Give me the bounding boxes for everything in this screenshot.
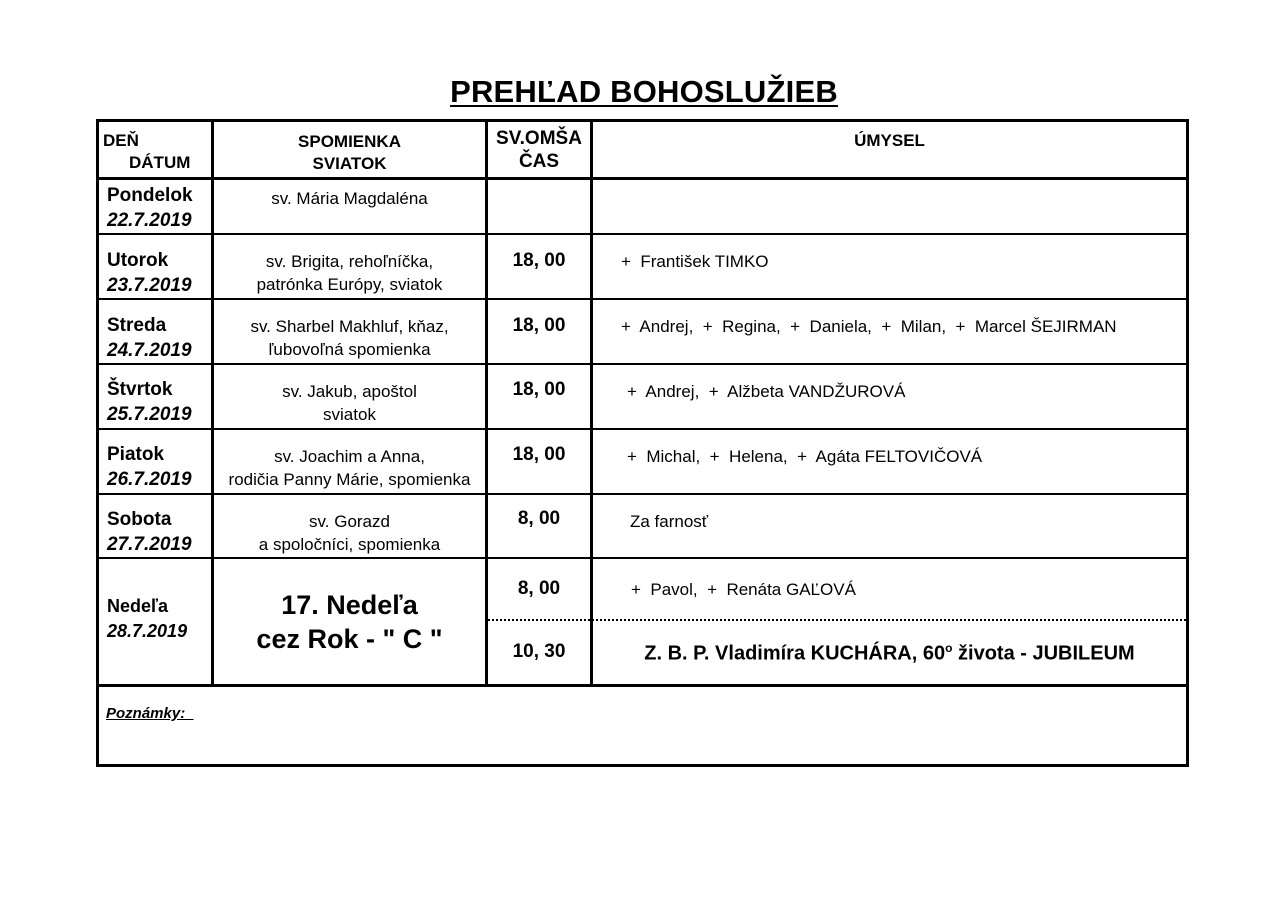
day-date: 25.7.2019 — [107, 404, 192, 425]
header-day: DEŇ — [103, 131, 139, 150]
header-feast — [214, 131, 485, 175]
row-feast — [214, 250, 485, 296]
row-day-stvrtok — [107, 377, 211, 427]
header-feast-line1: SPOMIENKA — [298, 132, 401, 151]
feast-line2: ľubovoľná spomienka — [268, 340, 431, 359]
header-mass — [488, 127, 590, 173]
row-divider — [99, 557, 1186, 559]
sunday-mass-divider — [488, 619, 1186, 621]
day-date: 23.7.2019 — [107, 275, 192, 296]
row-day-utorok — [107, 248, 211, 298]
row-divider — [99, 363, 1186, 365]
header-day-date — [103, 130, 211, 174]
sunday-feast-line1: 17. Nedeľa — [281, 590, 418, 620]
row-day-pondelok — [107, 183, 211, 233]
feast-line2: patrónka Európy, sviatok — [256, 275, 443, 294]
row-intention: Za farnosť — [630, 512, 709, 531]
row-divider — [99, 493, 1186, 495]
header-mass-line2: ČAS — [518, 151, 560, 172]
row-mass-time: 18, 00 — [512, 379, 566, 400]
jubileum-text-suffix: života - JUBILEUM — [952, 642, 1135, 665]
row-mass-time: 18, 00 — [512, 315, 566, 336]
row-divider — [99, 177, 1186, 180]
column-divider — [590, 122, 593, 685]
day-date: 22.7.2019 — [107, 210, 192, 231]
notes-divider — [99, 684, 1186, 687]
notes-label: Poznámky: — [106, 705, 194, 722]
feast-line1: sv. Joachim a Anna, — [274, 447, 425, 466]
header-mass-line1: SV.OMŠA — [496, 128, 582, 149]
feast-line2: rodičia Panny Márie, spomienka — [228, 470, 471, 489]
row-divider — [99, 233, 1186, 235]
day-name: Utorok — [107, 250, 169, 271]
feast-line2: sviatok — [323, 405, 376, 424]
row-feast — [214, 187, 485, 210]
day-name: Štvrtok — [107, 379, 173, 400]
feast-line1: sv. Gorazd — [309, 512, 390, 531]
row-day-sobota — [107, 507, 211, 557]
schedule-table — [96, 119, 1189, 767]
feast-line1: sv. Sharbel Makhluf, kňaz, — [250, 317, 449, 336]
feast-line1: sv. Mária Magdaléna — [271, 189, 428, 208]
sunday-mass1-intention: + Pavol, + Renáta GAĽOVÁ — [631, 580, 856, 599]
day-name: Piatok — [107, 444, 165, 465]
day-date: 28.7.2019 — [107, 621, 188, 641]
row-intention: + Michal, + Helena, + Agáta FELTOVIČOVÁ — [627, 447, 983, 466]
row-day-streda — [107, 313, 211, 363]
row-feast — [214, 315, 485, 361]
row-mass-time: 18, 00 — [512, 444, 566, 465]
row-mass-time: 18, 00 — [512, 250, 566, 271]
page-title: PREHĽAD BOHOSLUŽIEB — [450, 74, 838, 109]
row-day-nedela — [107, 594, 211, 644]
row-day-piatok — [107, 442, 211, 492]
day-date: 26.7.2019 — [107, 469, 192, 490]
day-name: Streda — [107, 315, 167, 336]
row-feast — [214, 445, 485, 491]
row-divider — [99, 298, 1186, 300]
sunday-mass2-intention — [593, 641, 1186, 666]
day-date: 24.7.2019 — [107, 340, 192, 361]
row-intention: + Andrej, + Alžbeta VANDŽUROVÁ — [627, 382, 906, 401]
row-divider — [99, 428, 1186, 430]
day-name: Pondelok — [107, 185, 193, 206]
sunday-mass1-time: 8, 00 — [517, 578, 561, 599]
day-name: Sobota — [107, 509, 172, 530]
feast-line2: a spoločníci, spomienka — [258, 535, 441, 554]
feast-line1: sv. Brigita, rehoľníčka, — [265, 252, 434, 271]
row-intention: + František TIMKO — [621, 252, 769, 271]
jubileum-degree: o — [945, 641, 953, 655]
header-intention: ÚMYSEL — [854, 131, 925, 150]
header-date: DÁTUM — [129, 153, 191, 172]
sunday-feast — [214, 588, 485, 656]
day-date: 27.7.2019 — [107, 534, 192, 555]
row-mass-time: 8, 00 — [517, 508, 561, 529]
sunday-feast-line2: cez Rok - " C " — [256, 624, 443, 654]
feast-line1: sv. Jakub, apoštol — [282, 382, 417, 401]
row-feast — [214, 510, 485, 556]
jubileum-text-prefix: Z. B. P. Vladimíra KUCHÁRA, 60 — [644, 642, 946, 665]
day-name: Nedeľa — [107, 596, 168, 616]
row-feast — [214, 380, 485, 426]
row-intention: + Andrej, + Regina, + Daniela, + Milan, + Marcel ŠEJIRMAN — [621, 317, 1117, 336]
sunday-mass2-time: 10, 30 — [512, 641, 566, 662]
header-feast-line2: SVIATOK — [312, 154, 387, 173]
